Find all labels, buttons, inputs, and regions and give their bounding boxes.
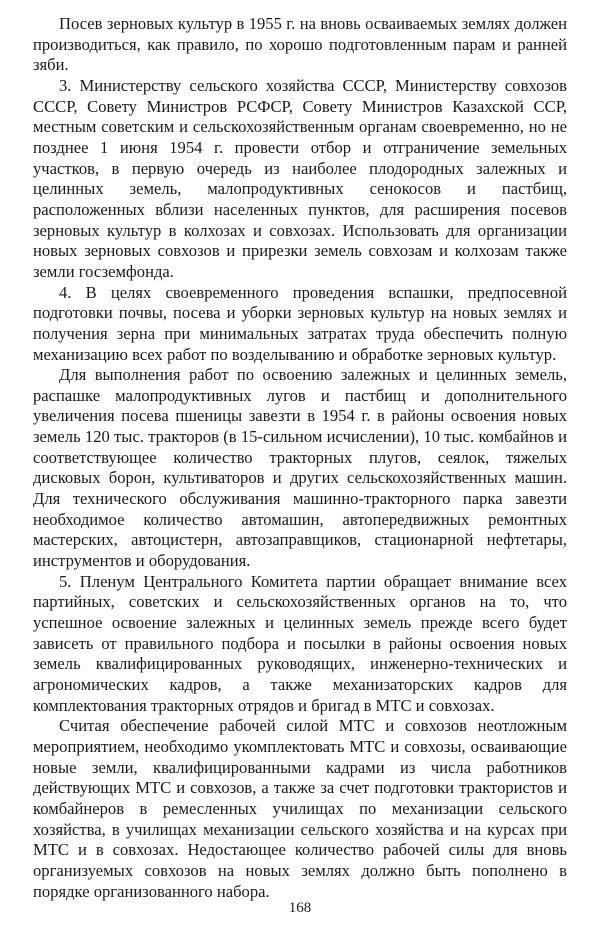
body-text xyxy=(33,14,567,902)
paragraph: Считая обеспечение рабочей силой МТС и совхозов неотложным мероприятием, необходимо укомплектовать МТС и совхозы, осваивающие новые земли, квалифицированными кадрами из числа работников действующих МТС и совхозов, а также за счет подготовки трактористов и комбайнеров в ремесленных училищах по механизации сельского хозяйства, в училищах механизации сельского хозяйства и на курсах при МТС и в совхозах. Недостающее количество рабочей силы для вновь организуемых совхозов на новых землях должно быть пополнено в порядке организованного набора. xyxy=(33,716,567,901)
paragraph: 3. Министерству сельского хозяйства СССР, Министерству совхозов СССР, Совету Министров РСФСР, Совету Министров Казахской ССР, местным советским и сельскохозяйственным органам своевременно, но не позднее 1 июня 1954 г. провести отбор и отграничение земельных участков, в первую очередь из наиболее плодородных залежных и целинных земель, малопродуктивных сенокосов и пастбищ, расположенных вблизи населенных пунктов, для расширения посевов зерновых культур в колхозах и совхозах. Использовать для организации новых зерновых совхозов и прирезки земель совхозам и колхозам также земли госземфонда. xyxy=(33,75,567,281)
paragraph: Для выполнения работ по освоению залежных и целинных земель, распашке малопродуктивных лугов и пастбищ и дополнительного увеличения посева пшеницы завезти в 1954 г. в районы освоения новых земель 120 тыс. тракторов (в 15-сильном исчислении), 10 тыс. комбайнов и соответствующее количество тракторных плугов, сеялок, тяжелых дисковых борон, культиваторов и других сельскохозяйственных машин. Для технического обслуживания машинно-тракторного парка завезти необходимое количество автомашин, автопередвижных ремонтных мастерских, автоцистерн, автозаправщиков, стационарной нефтетары, инструментов и оборудования. xyxy=(33,365,567,571)
paragraph: Посев зерновых культур в 1955 г. на вновь осваиваемых землях должен производиться, как правило, по хорошо подготовленным парам и ранней зяби. xyxy=(33,14,567,75)
paragraph: 5. Пленум Центрального Комитета партии обращает внимание всех партийных, советских и сельскохозяйственных органов на то, что успешное освоение залежных и целинных земель прежде всего будет зависеть от правильного подбора и посылки в районы освоения новых земель квалифицированных руководящих, инженерно-технических и агрономических кадров, а также механизаторских кадров для комплектования тракторных отрядов и бригад в МТС и совхозах. xyxy=(33,571,567,715)
page-number: 168 xyxy=(288,900,312,916)
paragraph: 4. В целях своевременного проведения вспашки, предпосевной подготовки почвы, посева и уборки зерновых культур на новых землях и получения зерна при минимальных затратах труда обеспечить полную механизацию всех работ по возделыванию и обработке зерновых культур. xyxy=(33,282,567,364)
